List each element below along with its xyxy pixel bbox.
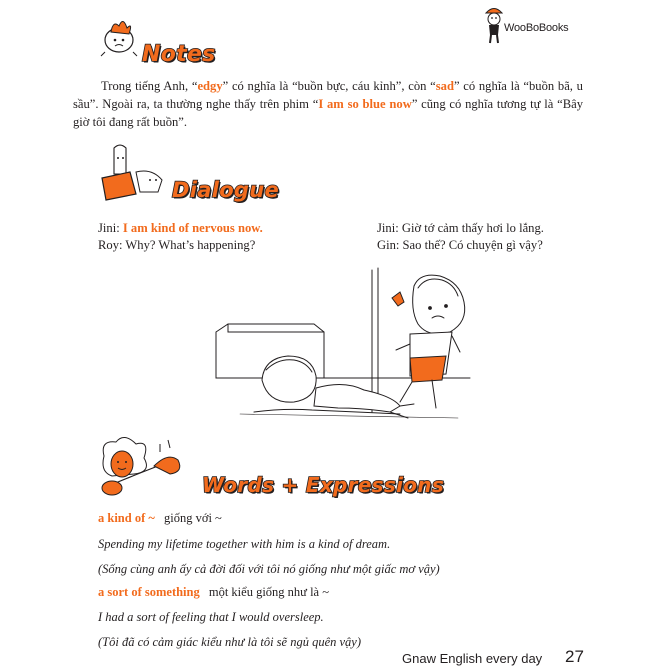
dialogue-line-1-en (98, 220, 263, 237)
notes-highlight-sad: sad (435, 79, 454, 93)
dialogue-line-2-vi (377, 237, 543, 254)
word-term: a sort of something (98, 585, 200, 599)
word-translation-2: (Tôi đã có cảm giác kiểu như là tôi sẽ ngủ quên vậy) (98, 635, 362, 649)
dialogue-speaker: Roy: (98, 238, 123, 252)
notes-highlight-edgy: edgy (197, 79, 223, 93)
word-meaning: một kiểu giống như là ~ (208, 585, 329, 599)
dialogue-speaker: Gin: (377, 238, 400, 252)
word-entry-1 (98, 511, 222, 526)
mascot-icon (482, 4, 506, 46)
dialogue-heading: Dialogue (172, 178, 280, 202)
notes-text-1: Trong tiếng Anh, “ (101, 79, 198, 93)
brand-name: WooBoBooks (504, 22, 569, 34)
footer-title: Gnaw English every day (402, 651, 543, 666)
word-entry-2 (98, 585, 329, 600)
notes-text-3: ” có nghĩa là “buồn bã, u sầu”. Ngoài ra, ta thường nghe thấy trên phim “ (73, 79, 583, 111)
notes-paragraph (73, 77, 583, 131)
dialogue-illustration-icon (96, 142, 172, 204)
word-term: a kind of ~ (98, 511, 155, 525)
page-number: 27 (565, 647, 584, 666)
dialogue-speaker: Jini: (377, 221, 399, 235)
word-meaning: giống với ~ (164, 511, 222, 525)
word-example-1: Spending my lifetime together with him is a kind of dream. (98, 537, 391, 551)
notes-heading: Notes (142, 42, 216, 67)
dialogue-line-1-vi (377, 220, 544, 237)
word-example-2: I had a sort of feeling that I would oversleep. (98, 610, 324, 624)
words-illustration-icon (98, 436, 194, 500)
dialogue-speaker: Jini: (98, 221, 120, 235)
dialogue-text: Giờ tớ cảm thấy hơi lo lắng. (401, 221, 544, 235)
dialogue-text: Why? What’s happening? (125, 238, 256, 252)
dialogue-text: I am kind of nervous now. (122, 221, 263, 235)
words-heading: Words + Expressions (202, 473, 445, 497)
notes-highlight-blue: I am so blue now (318, 97, 412, 111)
dialogue-text: Sao thế? Có chuyện gì vậy? (402, 238, 543, 252)
word-translation-1: (Sống cùng anh ấy cả đời đối với tôi nó giống như một giấc mơ vậy) (98, 562, 440, 576)
notes-text-4: ” cũng có nghĩa tương tự là “Bây giờ tôi đang rất buồn”. (73, 97, 583, 129)
dialogue-line-2-en (98, 237, 255, 254)
notes-text-2: ” có nghĩa là “buồn bực, cáu kỉnh”, còn “ (222, 79, 436, 93)
dialogue-comic-illustration (214, 262, 472, 438)
notes-illustration-icon (97, 12, 143, 58)
brand-logo (482, 4, 572, 48)
